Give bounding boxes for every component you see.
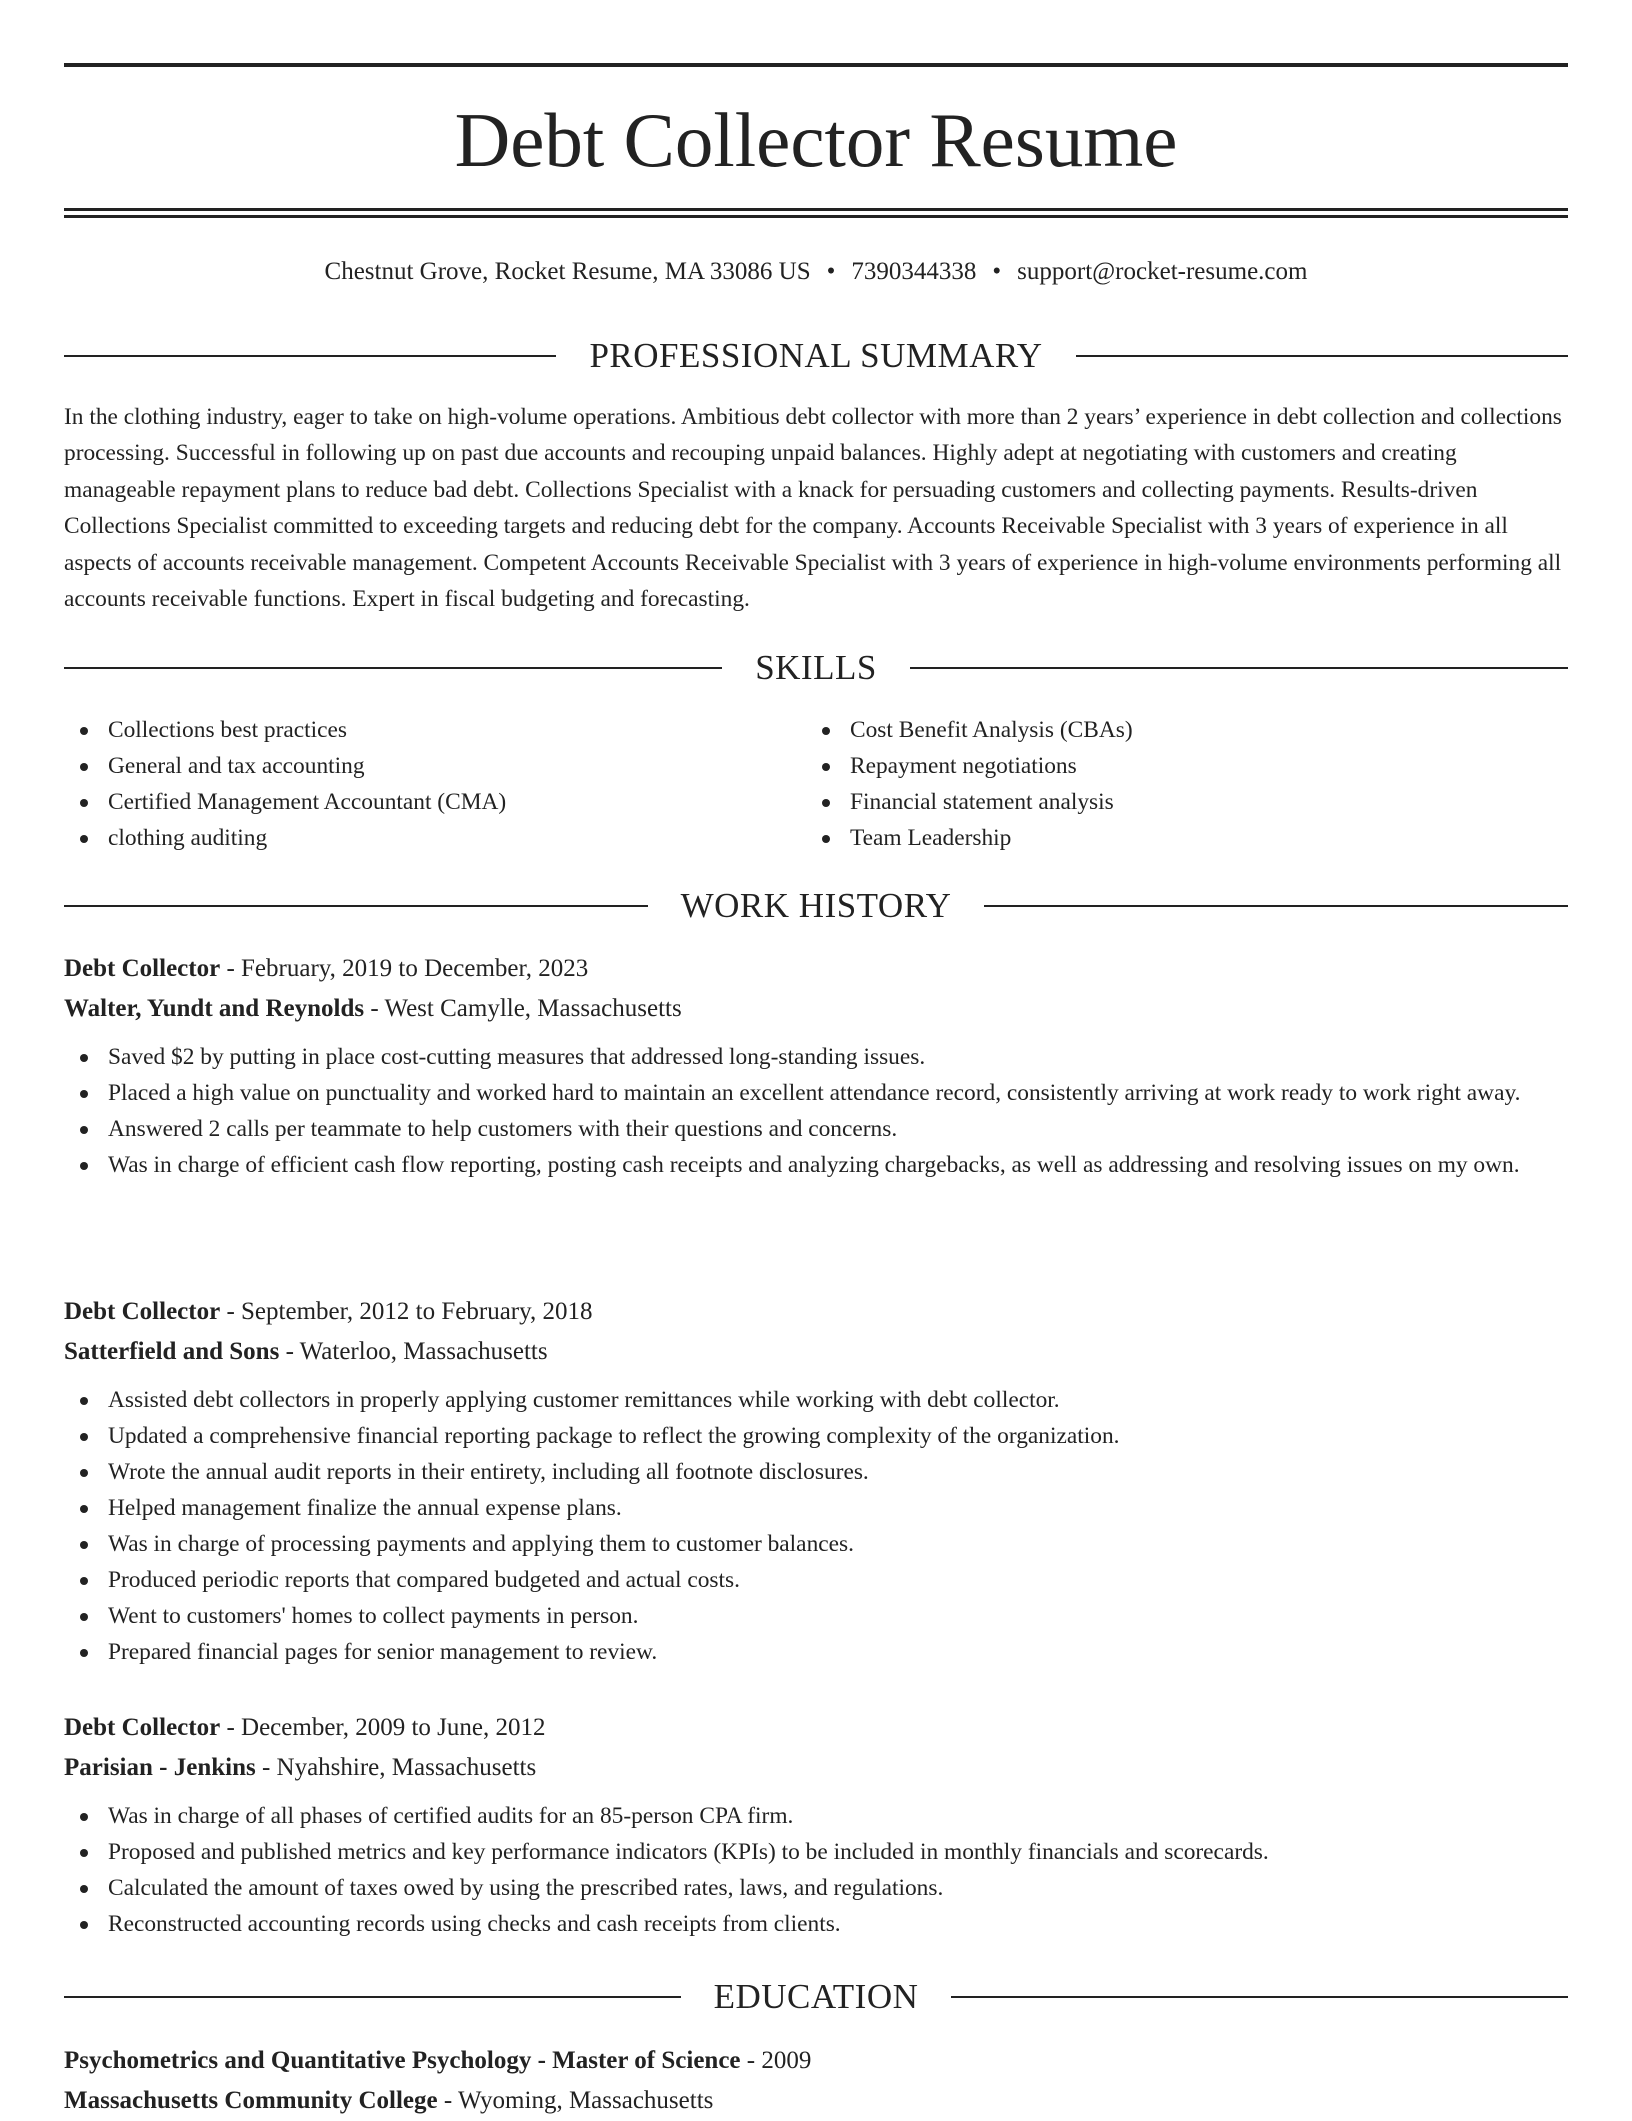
contact-separator: • (826, 258, 836, 285)
job-title: Debt Collector (64, 1714, 221, 1741)
job-bullet: Updated a comprehensive financial reporting package to reflect the growing complexity of the organization. (64, 1418, 1568, 1454)
section-title-work-history: WORK HISTORY (680, 886, 952, 925)
job-bullet: Proposed and published metrics and key performance indicators (KPIs) to be included in monthly financials and scorecards. (64, 1834, 1568, 1870)
job-entry (64, 1292, 1568, 1670)
skill-item: General and tax accounting (64, 748, 806, 784)
job-title-line (64, 1708, 1568, 1748)
job-company: Walter, Yundt and Reynolds (64, 995, 365, 1022)
skills-list (64, 712, 1568, 856)
education-year: - 2009 (740, 2047, 812, 2074)
job-location: - Waterloo, Massachusetts (279, 1338, 548, 1365)
skills-column-left (64, 712, 806, 856)
job-title: Debt Collector (64, 1298, 221, 1325)
job-bullet: Assisted debt collectors in properly applying customer remittances while working with debt collector. (64, 1382, 1568, 1418)
job-company: Satterfield and Sons (64, 1338, 280, 1365)
job-company: Parisian - Jenkins (64, 1754, 256, 1781)
education-degree-line (64, 2041, 1568, 2081)
professional-summary-text: In the clothing industry, eager to take on high-volume operations. Ambitious debt collector with more than 2 years’ experience in debt collection and collections processing. Successful in following up on past due accounts and recouping unpaid balances. Highly adept at negotiating with customers and creating manageable repayment plans to reduce bad debt. Collections Specialist with a knack for persuading customers and collecting payments. Results-driven Collections Specialist committed to exceeding targets and reducing debt for the company. Accounts Receivable Specialist with 3 years of experience in all aspects of accounts receivable management. Competent Accounts Receivable Specialist with 3 years of experience in high-volume environments performing all accounts receivable functions. Expert in fiscal budgeting and forecasting. (64, 404, 1562, 613)
job-location: - Nyahshire, Massachusetts (255, 1754, 537, 1781)
job-bullet: Went to customers' homes to collect payments in person. (64, 1598, 1568, 1634)
skill-item: Financial statement analysis (806, 784, 1548, 820)
job-bullet: Calculated the amount of taxes owed by using the prescribed rates, laws, and regulations. (64, 1870, 1568, 1906)
section-heading-summary (64, 334, 1568, 378)
job-bullet: Placed a high value on punctuality and worked hard to maintain an excellent attendance record, consistently arriving at work ready to work right away. (64, 1075, 1568, 1111)
contact-address: Chestnut Grove, Rocket Resume, MA 33086 US (324, 258, 811, 285)
skill-item: clothing auditing (64, 820, 806, 856)
education-school: Massachusetts Community College (64, 2087, 438, 2114)
heading-rule-right (1076, 355, 1568, 357)
job-title: Debt Collector (64, 955, 221, 982)
skills-column-right (806, 712, 1548, 856)
job-bullets (64, 1382, 1568, 1670)
section-title-education: EDUCATION (713, 1977, 919, 2016)
top-rule (64, 63, 1568, 67)
job-bullet: Was in charge of processing payments and applying them to customer balances. (64, 1526, 1568, 1562)
job-bullet: Answered 2 calls per teammate to help customers with their questions and concerns. (64, 1111, 1568, 1147)
job-company-line (64, 1748, 1568, 1788)
job-entry (64, 949, 1568, 1183)
job-bullets (64, 1039, 1568, 1183)
job-title-line (64, 1292, 1568, 1332)
title-double-rule-upper (64, 208, 1568, 211)
skill-item: Collections best practices (64, 712, 806, 748)
heading-rule-left (64, 667, 722, 669)
heading-rule-left (64, 355, 556, 357)
skill-item: Cost Benefit Analysis (CBAs) (806, 712, 1548, 748)
job-company-line (64, 989, 1568, 1029)
heading-rule-right (951, 1996, 1568, 1998)
job-dates: - February, 2019 to December, 2023 (220, 955, 589, 982)
job-company-line (64, 1332, 1568, 1372)
job-title-line (64, 949, 1568, 989)
heading-rule-right (910, 667, 1568, 669)
skill-item: Certified Management Accountant (CMA) (64, 784, 806, 820)
skill-item: Team Leadership (806, 820, 1548, 856)
contact-email: support@rocket-resume.com (1017, 258, 1308, 285)
heading-rule-left (64, 1996, 681, 1998)
job-bullet: Prepared financial pages for senior management to review. (64, 1634, 1568, 1670)
job-bullet: Was in charge of all phases of certified audits for an 85-person CPA firm. (64, 1798, 1568, 1834)
job-bullets (64, 1798, 1568, 1942)
job-bullet: Saved $2 by putting in place cost-cutting measures that addressed long-standing issues. (64, 1039, 1568, 1075)
education-location: - Wyoming, Massachusetts (437, 2087, 714, 2114)
education-entry (64, 2041, 1568, 2121)
education-school-line (64, 2081, 1568, 2121)
job-bullet: Was in charge of efficient cash flow reporting, posting cash receipts and analyzing chargebacks, as well as addressing and resolving issues on my own. (64, 1147, 1568, 1183)
job-entry (64, 1708, 1568, 1942)
job-location: - West Camylle, Massachusetts (364, 995, 682, 1022)
education-degree: Psychometrics and Quantitative Psychology - Master of Science (64, 2047, 741, 2074)
section-title-summary: PROFESSIONAL SUMMARY (589, 336, 1043, 375)
section-heading-education (64, 1975, 1568, 2019)
section-title-skills: SKILLS (755, 648, 877, 687)
job-bullet: Produced periodic reports that compared budgeted and actual costs. (64, 1562, 1568, 1598)
heading-rule-left (64, 905, 648, 907)
job-bullet: Wrote the annual audit reports in their entirety, including all footnote disclosures. (64, 1454, 1568, 1490)
skill-item: Repayment negotiations (806, 748, 1548, 784)
heading-rule-right (984, 905, 1568, 907)
section-heading-skills (64, 646, 1568, 690)
job-bullet: Helped management finalize the annual expense plans. (64, 1490, 1568, 1526)
section-heading-work-history (64, 884, 1568, 928)
resume-title: Debt Collector Resume (454, 97, 1178, 183)
job-dates: - September, 2012 to February, 2018 (220, 1298, 593, 1325)
contact-separator: • (992, 258, 1002, 285)
contact-phone: 7390344338 (851, 258, 977, 285)
contact-line (64, 255, 1568, 289)
job-dates: - December, 2009 to June, 2012 (220, 1714, 546, 1741)
job-bullet: Reconstructed accounting records using checks and cash receipts from clients. (64, 1906, 1568, 1942)
title-double-rule-lower (64, 215, 1568, 218)
